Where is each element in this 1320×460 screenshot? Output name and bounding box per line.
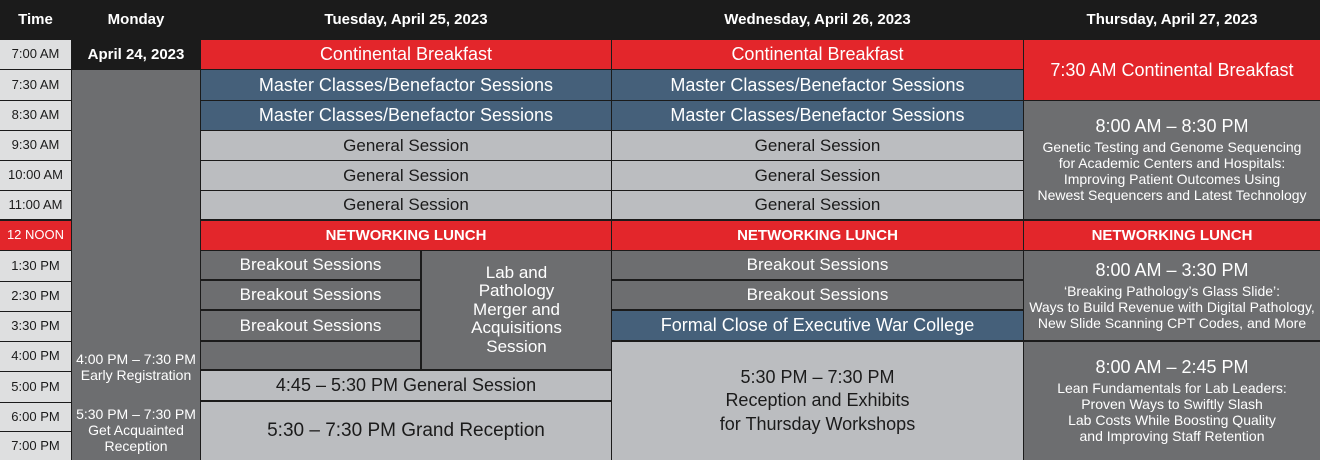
header-time: Time <box>0 2 71 38</box>
tuesday-breakout-1: Breakout Sessions <box>201 251 420 279</box>
time-slot: 10:00 AM <box>0 161 71 190</box>
early-registration-title: Early Registration <box>80 367 192 383</box>
wednesday-general-1: General Session <box>612 131 1023 160</box>
header-wednesday: Wednesday, April 26, 2023 <box>612 2 1023 38</box>
time-slot-noon: 12 NOON <box>0 221 71 250</box>
time-slot: 9:30 AM <box>0 131 71 160</box>
time-slot: 4:00 PM <box>0 342 71 371</box>
header-thursday: Thursday, April 27, 2023 <box>1024 2 1320 38</box>
workshop-line: Lab Costs While Boosting Quality <box>1068 412 1276 429</box>
time-slot: 8:30 AM <box>0 101 71 130</box>
time-slot: 2:30 PM <box>0 282 71 311</box>
lab-merger-line: Acquisitions <box>471 318 562 338</box>
wednesday-general-2: General Session <box>612 161 1023 190</box>
workshop-line: Improving Patient Outcomes Using <box>1063 171 1281 188</box>
thursday-lunch: NETWORKING LUNCH <box>1024 221 1320 250</box>
tuesday-breakout-3: Breakout Sessions <box>201 311 420 340</box>
wednesday-general-3: General Session <box>612 191 1023 219</box>
wednesday-reception <box>612 342 1023 460</box>
workshop-line: New Slide Scanning CPT Codes, and More <box>1037 314 1307 331</box>
lab-merger-line: Lab and <box>485 263 548 283</box>
workshop-line: Newest Sequencers and Latest Technology <box>1037 187 1307 204</box>
tuesday-general-1: General Session <box>201 131 611 160</box>
wednesday-lunch: NETWORKING LUNCH <box>612 221 1023 250</box>
wednesday-master-classes-2: Master Classes/Benefactor Sessions <box>612 101 1023 130</box>
early-registration-time: 4:00 PM – 7:30 PM <box>76 350 196 367</box>
header-tuesday: Tuesday, April 25, 2023 <box>201 2 611 38</box>
header-monday: Monday <box>72 2 200 38</box>
time-slot: 5:00 PM <box>0 372 71 402</box>
tuesday-master-classes-1: Master Classes/Benefactor Sessions <box>201 70 611 100</box>
wednesday-master-classes-1: Master Classes/Benefactor Sessions <box>612 70 1023 100</box>
reception-line1: Reception and Exhibits <box>725 390 910 411</box>
workshop-time: 8:00 AM – 2:45 PM <box>1095 357 1249 378</box>
lab-merger-line: Merger and <box>473 299 560 319</box>
workshop-line: Proven Ways to Swiftly Slash <box>1081 396 1263 413</box>
tuesday-general-evening: 4:45 – 5:30 PM General Session <box>201 371 611 400</box>
get-acquainted-line2: Reception <box>104 438 168 455</box>
tuesday-breakout-2: Breakout Sessions <box>201 281 420 309</box>
wednesday-breakfast: Continental Breakfast <box>612 40 1023 69</box>
workshop-line: Genetic Testing and Genome Sequencing <box>1042 139 1302 156</box>
get-acquainted-time: 5:30 PM – 7:30 PM <box>76 405 196 422</box>
tuesday-master-classes-2: Master Classes/Benefactor Sessions <box>201 101 611 130</box>
tuesday-breakfast: Continental Breakfast <box>201 40 611 69</box>
thursday-workshop-digital-pathology <box>1024 251 1320 340</box>
tuesday-general-3: General Session <box>201 191 611 219</box>
tuesday-lab-merger-session <box>422 251 611 369</box>
time-slot: 3:30 PM <box>0 312 71 341</box>
get-acquainted-line1: Get Acquainted <box>88 421 184 438</box>
wednesday-breakout-2: Breakout Sessions <box>612 281 1023 309</box>
workshop-line: Ways to Build Revenue with Digital Pathology, <box>1029 298 1315 315</box>
tuesday-general-2: General Session <box>201 161 611 190</box>
time-slot: 6:00 PM <box>0 403 71 431</box>
thursday-workshop-lean-fundamentals <box>1024 342 1320 460</box>
thursday-workshop-genetic-testing <box>1024 101 1320 219</box>
wednesday-breakout-1: Breakout Sessions <box>612 251 1023 279</box>
tuesday-grand-reception: 5:30 – 7:30 PM Grand Reception <box>201 402 611 460</box>
workshop-time: 8:00 AM – 8:30 PM <box>1095 116 1249 137</box>
monday-early-registration <box>72 345 200 389</box>
tuesday-breakout-empty <box>201 342 420 369</box>
time-slot: 7:00 AM <box>0 40 71 69</box>
lab-merger-line: Session <box>486 336 547 356</box>
workshop-line: Lean Fundamentals for Lab Leaders: <box>1057 380 1287 397</box>
tuesday-lunch: NETWORKING LUNCH <box>201 221 611 250</box>
lab-merger-line: Pathology <box>478 281 555 301</box>
reception-line2: for Thursday Workshops <box>719 413 916 434</box>
time-slot: 11:00 AM <box>0 191 71 219</box>
reception-time: 5:30 PM – 7:30 PM <box>740 366 895 387</box>
workshop-line: ‘Breaking Pathology’s Glass Slide’: <box>1063 282 1281 299</box>
wednesday-formal-close: Formal Close of Executive War College <box>612 311 1023 340</box>
monday-date: April 24, 2023 <box>87 45 185 63</box>
thursday-breakfast: 7:30 AM Continental Breakfast <box>1024 40 1320 100</box>
monday-get-acquainted <box>72 403 200 457</box>
workshop-line: for Academic Centers and Hospitals: <box>1058 155 1286 172</box>
workshop-time: 8:00 AM – 3:30 PM <box>1095 260 1249 281</box>
time-slot: 7:30 AM <box>0 70 71 100</box>
time-slot: 7:00 PM <box>0 432 71 460</box>
workshop-line: and Improving Staff Retention <box>1079 428 1265 445</box>
time-slot: 1:30 PM <box>0 251 71 281</box>
monday-block <box>72 70 200 460</box>
